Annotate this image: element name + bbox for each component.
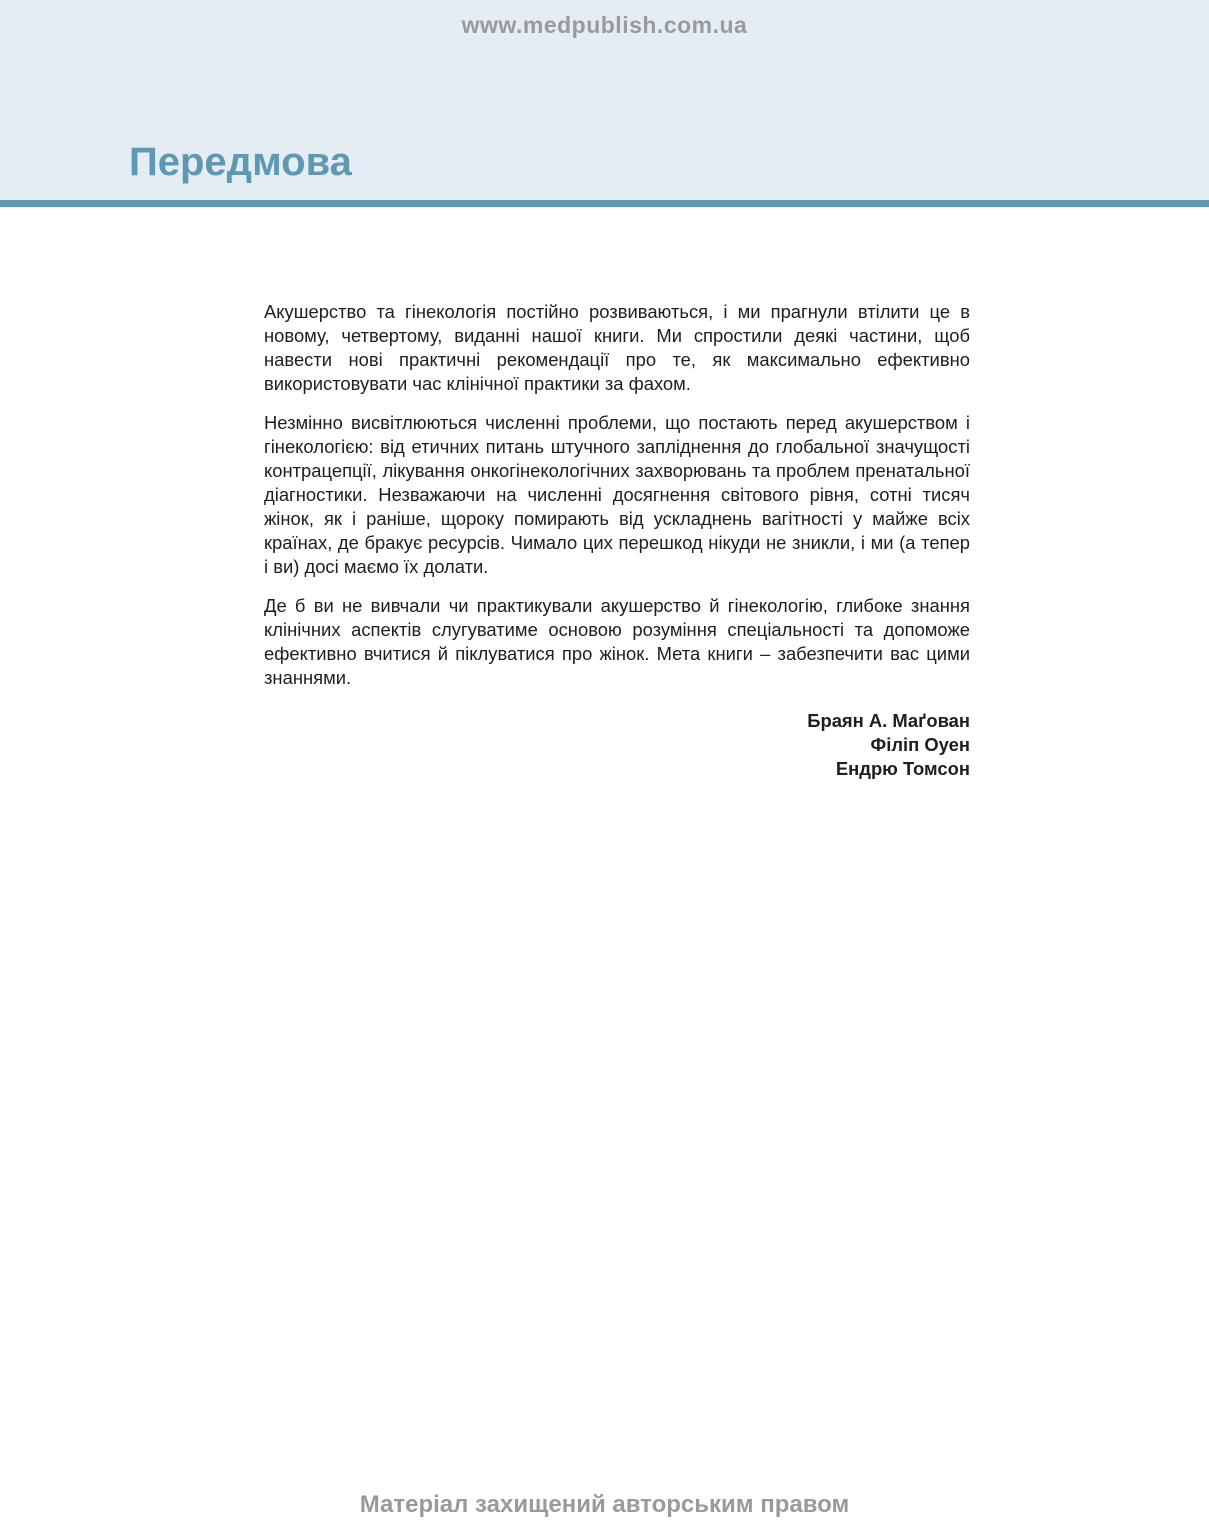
author-name: Браян А. Маґован <box>807 710 970 731</box>
watermark-top: www.medpublish.com.ua <box>461 12 748 38</box>
author-signatures <box>600 709 970 781</box>
author-name: Ендрю Томсон <box>835 758 970 779</box>
page-title: Передмова <box>129 140 352 184</box>
paragraph: Акушерство та гінекологія постійно розвиваються, і ми прагнули втілити це в новому, четвертому, виданні нашої книги. Ми спростили деякі частини, щоб навести нові практичні рекомендації про те, як максимально ефективно використовувати час клінічної практики за фахом. <box>264 301 970 394</box>
body-text <box>264 300 970 705</box>
author-name: Філіп Оуен <box>870 734 970 755</box>
watermark-bottom: Матеріал захищений авторським правом <box>359 1491 850 1518</box>
paragraph: Незмінно висвітлюються численні проблеми, що постають перед акушерством і гінекологією: від етичних питань штучного запліднення до глобальної значущості контрацепції, лікування онкогінекологічних захворювань та проблем пренатальної діагностики. Незважаючи на численні досягнення світового рівня, сотні тисяч жінок, як і раніше, щороку помирають від ускладнень вагітності у майже всіх країнах, де бракує ресурсів. Чимало цих перешкод нікуди не зникли, і ми (а тепер і ви) досі маємо їх долати. <box>264 412 970 577</box>
header-rule <box>0 200 1209 207</box>
paragraph: Де б ви не вивчали чи практикували акушерство й гінекологію, глибоке знання клінічних аспектів слугуватиме основою розуміння спеціальності та допоможе ефективно вчитися й піклуватися про жінок. Мета книги – забезпечити вас цими знаннями. <box>264 595 970 688</box>
